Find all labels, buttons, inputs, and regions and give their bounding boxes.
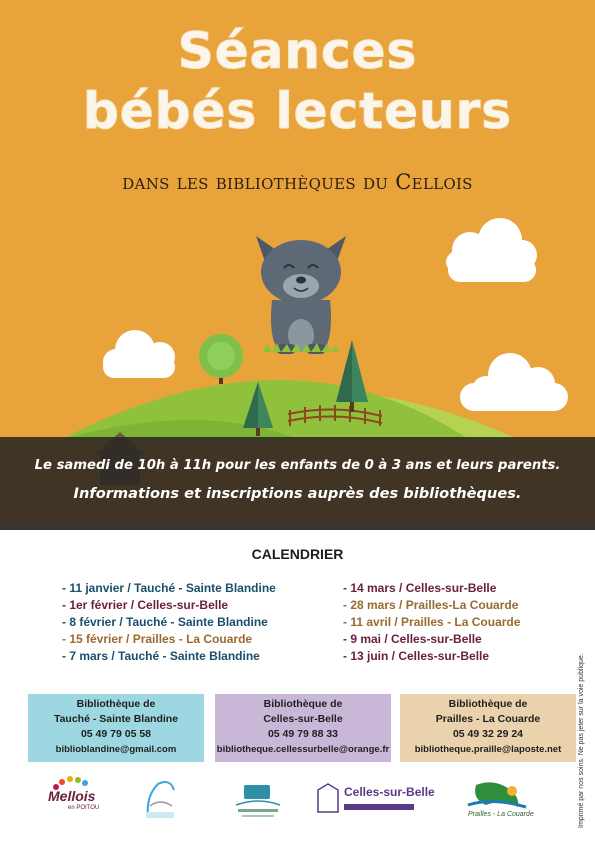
library-label: Bibliothèque de xyxy=(76,698,156,710)
calendar-item: - 28 mars / Prailles-La Couarde xyxy=(343,598,519,612)
library-phone: 05 49 79 88 33 xyxy=(267,728,339,740)
library-phone: 05 49 32 29 24 xyxy=(452,728,524,740)
calendar-item: - 14 mars / Celles-sur-Belle xyxy=(343,581,497,595)
pine-tree-icon xyxy=(336,340,368,412)
wolf-icon xyxy=(256,236,346,354)
celles-logo-text: Celles-sur-Belle xyxy=(344,785,435,799)
calendar-item: - 15 février / Prailles - La Couarde xyxy=(62,632,253,646)
page-title-line-1: Séances xyxy=(177,22,418,80)
mellois-logo-text: Mellois xyxy=(48,788,96,804)
mellois-logo-icon xyxy=(40,774,110,822)
cloud-icon xyxy=(460,353,568,411)
calendar-item: - 11 janvier / Tauché - Sainte Blandine xyxy=(62,581,276,595)
calendar-column-left xyxy=(62,580,276,665)
tauche-logo-icon xyxy=(140,776,180,822)
calendar-column-right xyxy=(343,580,520,665)
mellois-logo-subtext: en POITOU xyxy=(68,805,100,811)
cloud-icon xyxy=(446,218,537,282)
calendar-item: - 11 avril / Prailles - La Couarde xyxy=(343,615,521,629)
info-registration-text: Informations et inscriptions auprès des bibliothèques. xyxy=(73,485,522,502)
library-email: bibliotheque.cellessurbelle@orange.fr xyxy=(216,744,390,755)
library-card-tauche xyxy=(28,694,204,762)
calendar-heading: CALENDRIER xyxy=(251,546,344,562)
cloud-icon xyxy=(103,330,175,378)
calendar-item: - 7 mars / Tauché - Sainte Blandine xyxy=(62,649,260,663)
prailles-logo-icon xyxy=(462,779,534,825)
info-banner xyxy=(0,437,595,523)
page-title-line-2: bébés lecteurs xyxy=(82,82,513,140)
library-card-celles xyxy=(215,694,391,762)
calendar-item: - 13 juin / Celles-sur-Belle xyxy=(343,649,490,663)
info-schedule-text: Le samedi de 10h à 11h pour les enfants de 0 à 3 ans et leurs parents. xyxy=(34,458,561,473)
calendar-item: - 9 mai / Celles-sur-Belle xyxy=(343,632,482,646)
library-name: Tauché - Sainte Blandine xyxy=(53,713,179,725)
print-notice: Imprimé par nos soins. Ne pas jeter sur la voie publique. xyxy=(578,653,585,828)
library-label: Bibliothèque de xyxy=(448,698,528,710)
aigonnay-logo-icon xyxy=(232,783,284,823)
prailles-logo-text: Prailles - La Couarde xyxy=(468,811,534,818)
library-phone: 05 49 79 05 58 xyxy=(80,728,152,740)
library-label: Bibliothèque de xyxy=(263,698,343,710)
celles-logo-icon xyxy=(316,782,435,822)
library-email: biblioblandine@gmail.com xyxy=(55,744,177,755)
library-card-prailles xyxy=(400,694,576,762)
divider xyxy=(0,523,595,530)
tree-icon xyxy=(199,334,243,384)
page-subtitle: dans les bibliothèques du Cellois xyxy=(122,170,473,194)
library-name: Prailles - La Couarde xyxy=(435,713,541,725)
library-email: bibliotheque.praille@laposte.net xyxy=(414,744,562,755)
calendar-item: - 8 février / Tauché - Sainte Blandine xyxy=(62,615,268,629)
library-name: Celles-sur-Belle xyxy=(263,713,343,725)
calendar-item: - 1er février / Celles-sur-Belle xyxy=(62,598,229,612)
